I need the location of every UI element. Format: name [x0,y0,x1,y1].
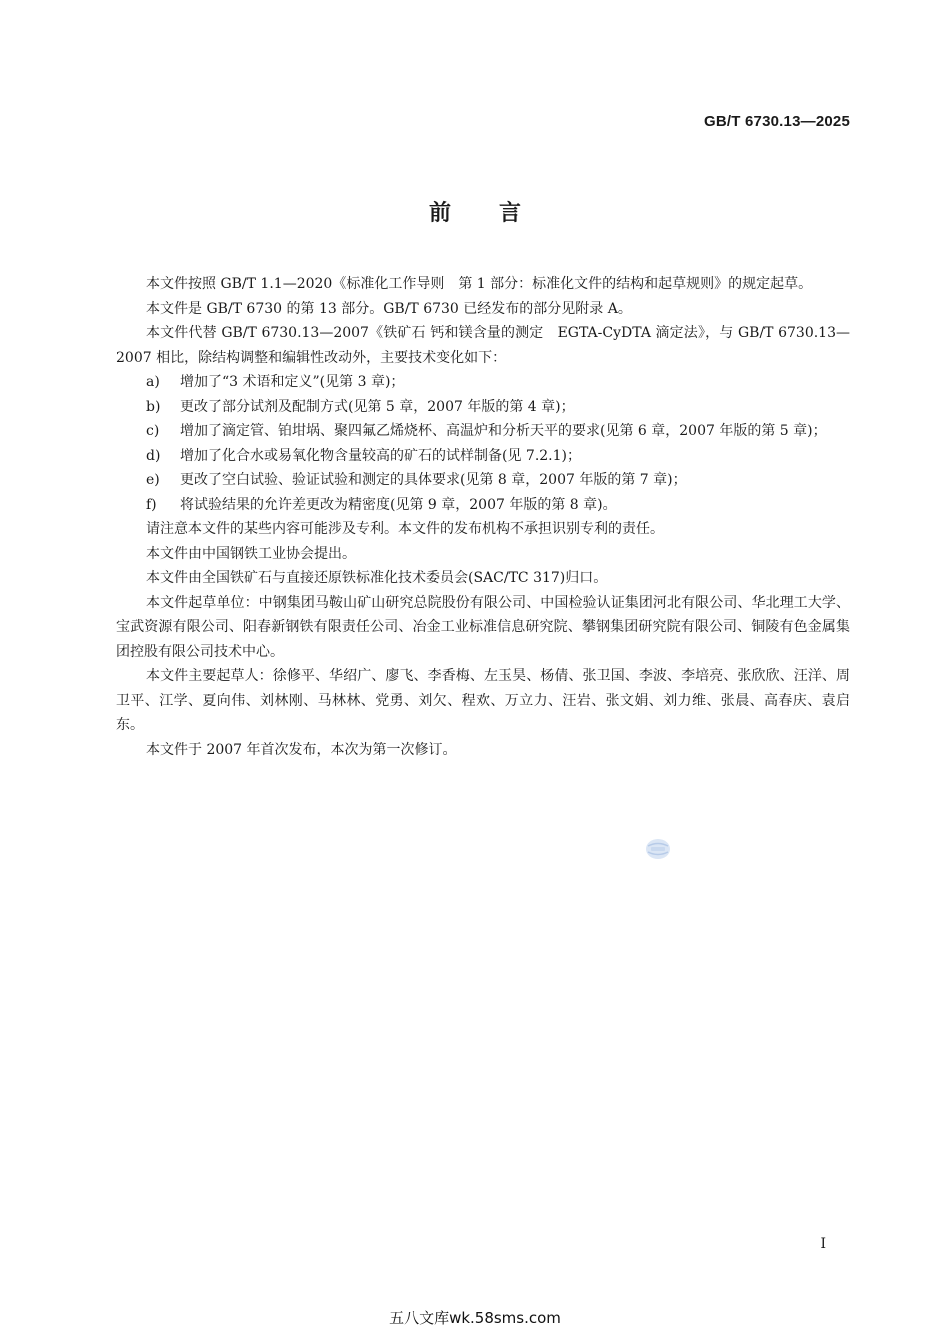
paragraph-part-info: 本文件是 GB/T 6730 的第 13 部分。GB/T 6730 已经发布的部分见附录 A。 [146,300,632,317]
page-title: 前言 [428,201,569,226]
list-item-text: 将试验结果的允许差更改为精密度(见第 9 章，2007 年版的第 8 章)。 [180,496,617,513]
sac-logo-icon [645,838,671,860]
paragraph-committee: 本文件由全国铁矿石与直接还原铁标准化技术委员会(SAC/TC 317)归口。 [146,570,608,586]
list-item-label: d) [146,447,161,464]
list-item-text: 更改了空白试验、验证试验和测定的具体要求(见第 8 章，2007 年版的第 7 章)； [180,472,687,488]
paragraph-patent-notice: 请注意本文件的某些内容可能涉及专利。本文件的发布机构不承担识别专利的责任。 [146,521,664,537]
list-item-label: e) [146,472,160,488]
list-item-text: 更改了部分试剂及配制方式(见第 5 章，2007 年版的第 4 章)； [180,398,575,415]
list-item [116,468,850,493]
paragraph-history: 本文件于 2007 年首次发布，本次为第一次修订。 [146,741,457,758]
preface-body [116,272,850,762]
paragraph-drafters: 本文件主要起草人：徐修平、华绍广、廖飞、李香梅、左玉昊、杨倩、张卫国、李波、李培亮、张欣欣、汪洋、周卫平、江学、夏向伟、刘林刚、马林林、党勇、刘欠、程欢、万立力、汪岩、张文娟、刘力维、张晨、高春庆、袁启东。 [116,668,850,733]
list-item-label: a) [146,374,160,390]
list-item-text: 增加了化合水或易氧化物含量较高的矿石的试样制备(见 7.2.1)； [180,447,581,464]
paragraph-drafting-units: 本文件起草单位：中钢集团马鞍山矿山研究总院股份有限公司、中国检验认证集团河北有限公司、华北理工大学、宝武资源有限公司、阳春新钢铁有限责任公司、冶金工业标准信息研究院、攀钢集团研究院有限公司、铜陵有色金属集团控股有限公司技术中心。 [116,594,850,660]
list-item [116,444,850,469]
paragraph-replaces: 本文件代替 GB/T 6730.13—2007《铁矿石 钙和镁含量的测定 EGTA-CyDTA 滴定法》，与 GB/T 6730.13—2007 相比，除结构调整和编辑性改动外，主要技术变化如下： [116,325,850,366]
page-number: I [820,1236,826,1252]
list-item [116,419,850,444]
list-item [116,370,850,395]
watermark-footer: 五八文库wk.58sms.com [389,1309,561,1327]
list-item-text: 增加了滴定管、铂坩埚、聚四氟乙烯烧杯、高温炉和分析天平的要求(见第 6 章，2007 年版的第 5 章)； [180,423,827,439]
list-item [116,493,850,518]
list-item-label: c) [146,423,160,439]
list-item-label: b) [146,398,161,415]
paragraph-proposer: 本文件由中国钢铁工业协会提出。 [146,545,356,562]
list-item [116,395,850,420]
paragraph-drafting-rules: 本文件按照 GB/T 1.1—2020《标准化工作导则 第 1 部分：标准化文件的结构和起草规则》的规定起草。 [146,276,813,292]
list-item-label: f) [146,496,157,513]
list-item-text: 增加了“3 术语和定义”(见第 3 章)； [180,374,405,390]
standard-number: GB/T 6730.13—2025 [704,113,850,130]
